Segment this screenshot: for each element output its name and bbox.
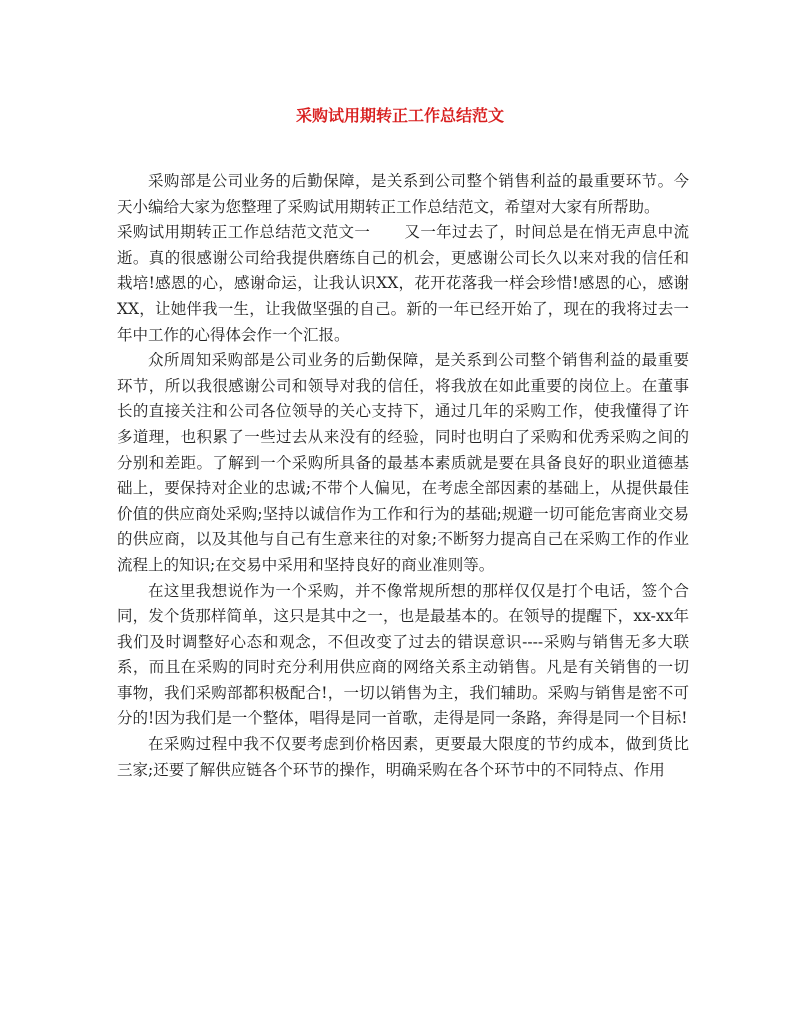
paragraph-process: 在采购过程中我不仅要考虑到价格因素，更要最大限度的节约成本，做到货比三家;还要了解供应链各个环节的操作，明确采购在各个环节中的不同特点、作用 bbox=[117, 735, 689, 779]
paragraph-role: 在这里我想说作为一个采购，并不像常规所想的那样仅仅是打个电话，签个合同，发个货那样简单，这只是其中之一，也是最基本的。在领导的提醒下，xx-xx年我们及时调整好心态和观念，不但改变了过去的错误意识----采购与销售无多大联系，而且在采购的同时充分利用供应商的网络关系主动销售。凡是有关销售的一切事物，我们采购部都积极配合!，一切以销售为主，我们辅助。采购与销售是密不可分的!因为我们是一个整体，唱得是同一首歌，走得是同一条路，奔得是同一个目标! bbox=[117, 581, 689, 728]
paragraph-intro: 采购部是公司业务的后勤保障，是关系到公司整个销售利益的最重要环节。今天小编给大家为您整理了采购试用期转正工作总结范文，希望对大家有所帮助。 bbox=[117, 172, 689, 216]
section-heading: 采购试用期转正工作总结范文范文一 bbox=[117, 223, 371, 242]
paragraph-section-one bbox=[117, 220, 689, 348]
document-title: 采购试用期转正工作总结范文 bbox=[295, 106, 504, 125]
document-body bbox=[117, 169, 689, 783]
paragraph-duties: 众所周知采购部是公司业务的后勤保障，是关系到公司整个销售利益的最重要环节，所以我很感谢公司和领导对我的信任，将我放在如此重要的岗位上。在董事长的直接关注和公司各位领导的关心支持下，通过几年的采购工作，使我懂得了许多道理，也积累了一些过去从来没有的经验，同时也明白了采购和优秀采购之间的分别和差距。了解到一个采购所具备的最基本素质就是要在具备良好的职业道德基础上，要保持对企业的忠诚;不带个人偏见，在考虑全部因素的基础上，从提供最佳价值的供应商处采购;坚持以诚信作为工作和行为的基础;规避一切可能危害商业交易的供应商，以及其他与自己有生意来往的对象;不断努力提高自己在采购工作的作业流程上的知识;在交易中采用和坚持良好的商业准则等。 bbox=[117, 351, 689, 574]
section-text: 又一年过去了，时间总是在悄无声息中流逝。真的很感谢公司给我提供磨练自己的机会，更感谢公司长久以来对我的信任和栽培!感恩的心，感谢命运，让我认识XX，花开花落我一样会珍惜!感恩的心，感谢XX，让她伴我一生，让我做坚强的自己。新的一年已经开始了，现在的我将过去一年中工作的心得体会作一个汇报。 bbox=[117, 223, 689, 344]
